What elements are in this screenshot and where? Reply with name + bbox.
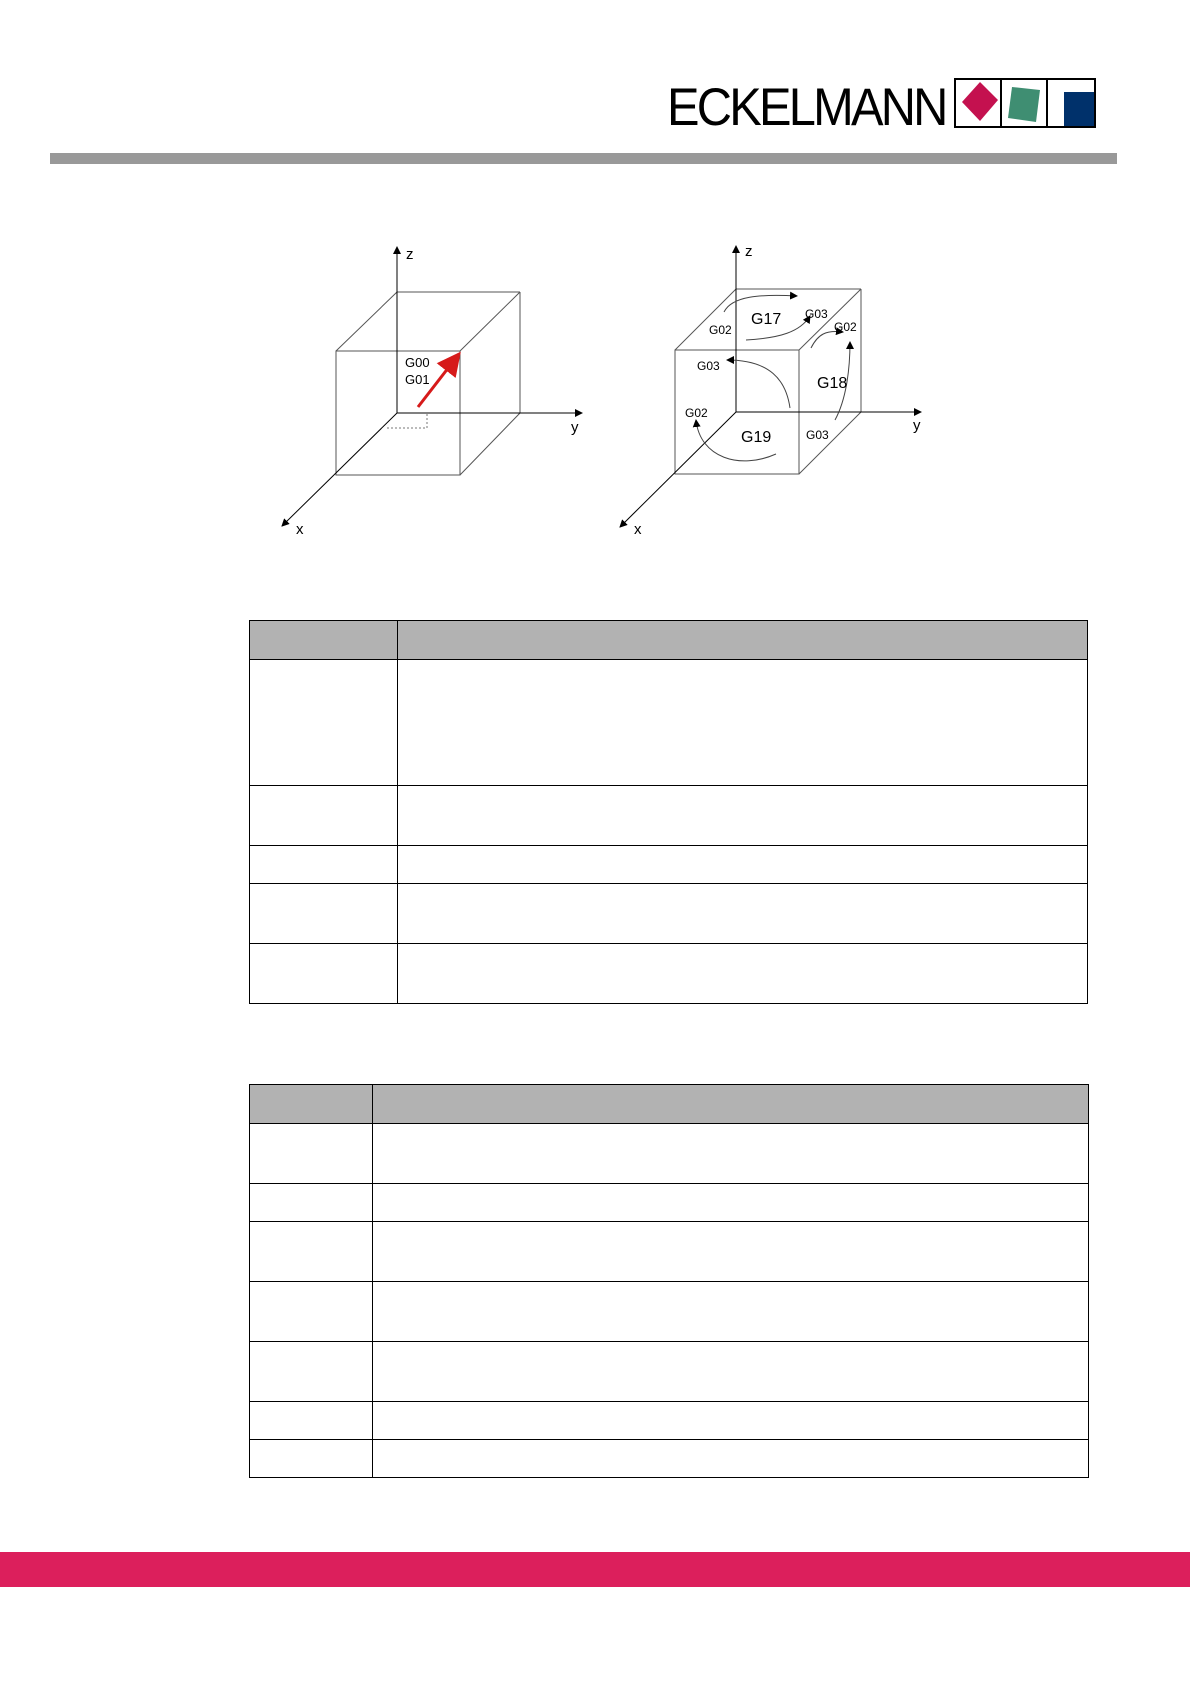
cell-description: [398, 944, 1088, 1004]
table-row: [250, 1440, 1089, 1478]
table-row: [250, 884, 1088, 944]
table-2: [249, 1084, 1089, 1478]
left-y-label: y: [571, 419, 579, 436]
table-row: [250, 1402, 1089, 1440]
table-row: [250, 1124, 1089, 1184]
cell-code: [250, 884, 398, 944]
cell-description: [373, 1124, 1089, 1184]
cell-code: [250, 846, 398, 884]
left-x-axis: [282, 413, 397, 526]
right-y-label: y: [913, 417, 921, 434]
header-cell-code: [250, 1085, 373, 1124]
projection-lines: [387, 414, 427, 428]
cell-code: [250, 786, 398, 846]
left-x-label: x: [296, 521, 304, 538]
cell-code: [250, 660, 398, 786]
cell-description: [398, 786, 1088, 846]
table-row: [250, 944, 1088, 1004]
plane-g17-label: G17: [751, 311, 782, 328]
table-row: [250, 1282, 1089, 1342]
cell-code: [250, 1440, 373, 1478]
logo-red-square: [962, 82, 998, 121]
label-g01: G01: [405, 372, 430, 387]
plane-selection-figure: [0, 230, 1190, 550]
table-row: [250, 660, 1088, 786]
table-row: [250, 846, 1088, 884]
dir-label-top-right-1: G03: [805, 307, 828, 321]
dir-label-top-right-2: G02: [834, 320, 857, 334]
brand-logo-icon: [954, 78, 1096, 128]
right-x-axis: [620, 412, 736, 527]
header-cell-description: [398, 621, 1088, 660]
header-cell-code: [250, 621, 398, 660]
label-g00: G00: [405, 355, 430, 370]
left-z-label: z: [406, 246, 414, 263]
cell-description: [398, 660, 1088, 786]
table-row: [250, 786, 1088, 846]
table-header-row: [250, 621, 1088, 660]
plane-g19-label: G19: [741, 429, 772, 446]
plane-g18-label: G18: [817, 375, 848, 392]
cell-description: [398, 846, 1088, 884]
table-row: [250, 1184, 1089, 1222]
dir-label-front-top: G03: [697, 359, 720, 373]
cell-code: [250, 1222, 373, 1282]
table-row: [250, 1342, 1089, 1402]
cell-code: [250, 1124, 373, 1184]
cell-description: [373, 1282, 1089, 1342]
right-axes: [620, 246, 921, 527]
cell-description: [373, 1222, 1089, 1282]
dir-label-top-left: G02: [709, 323, 732, 337]
cell-description: [373, 1402, 1089, 1440]
cell-code: [250, 944, 398, 1004]
cell-description: [373, 1184, 1089, 1222]
cell-code: [250, 1342, 373, 1402]
table-row: [250, 1222, 1089, 1282]
cell-description: [373, 1440, 1089, 1478]
footer-bar: [0, 1552, 1190, 1587]
right-x-label: x: [634, 521, 642, 538]
cell-code: [250, 1184, 373, 1222]
logo-blue-square: [1064, 92, 1094, 126]
cell-code: [250, 1402, 373, 1440]
header-rule: [50, 153, 1117, 164]
table-header-row: [250, 1085, 1089, 1124]
brand-logo-text: ECKELMANN: [667, 78, 946, 137]
logo-green-square: [1008, 87, 1040, 122]
cell-code: [250, 1282, 373, 1342]
cell-description: [398, 884, 1088, 944]
table-1: [249, 620, 1088, 1004]
dir-label-front-left: G02: [685, 406, 708, 420]
right-z-label: z: [745, 243, 753, 260]
header-cell-description: [373, 1085, 1089, 1124]
cell-description: [373, 1342, 1089, 1402]
arc-g17-top: [724, 295, 797, 312]
dir-label-side-bottom: G03: [806, 428, 829, 442]
